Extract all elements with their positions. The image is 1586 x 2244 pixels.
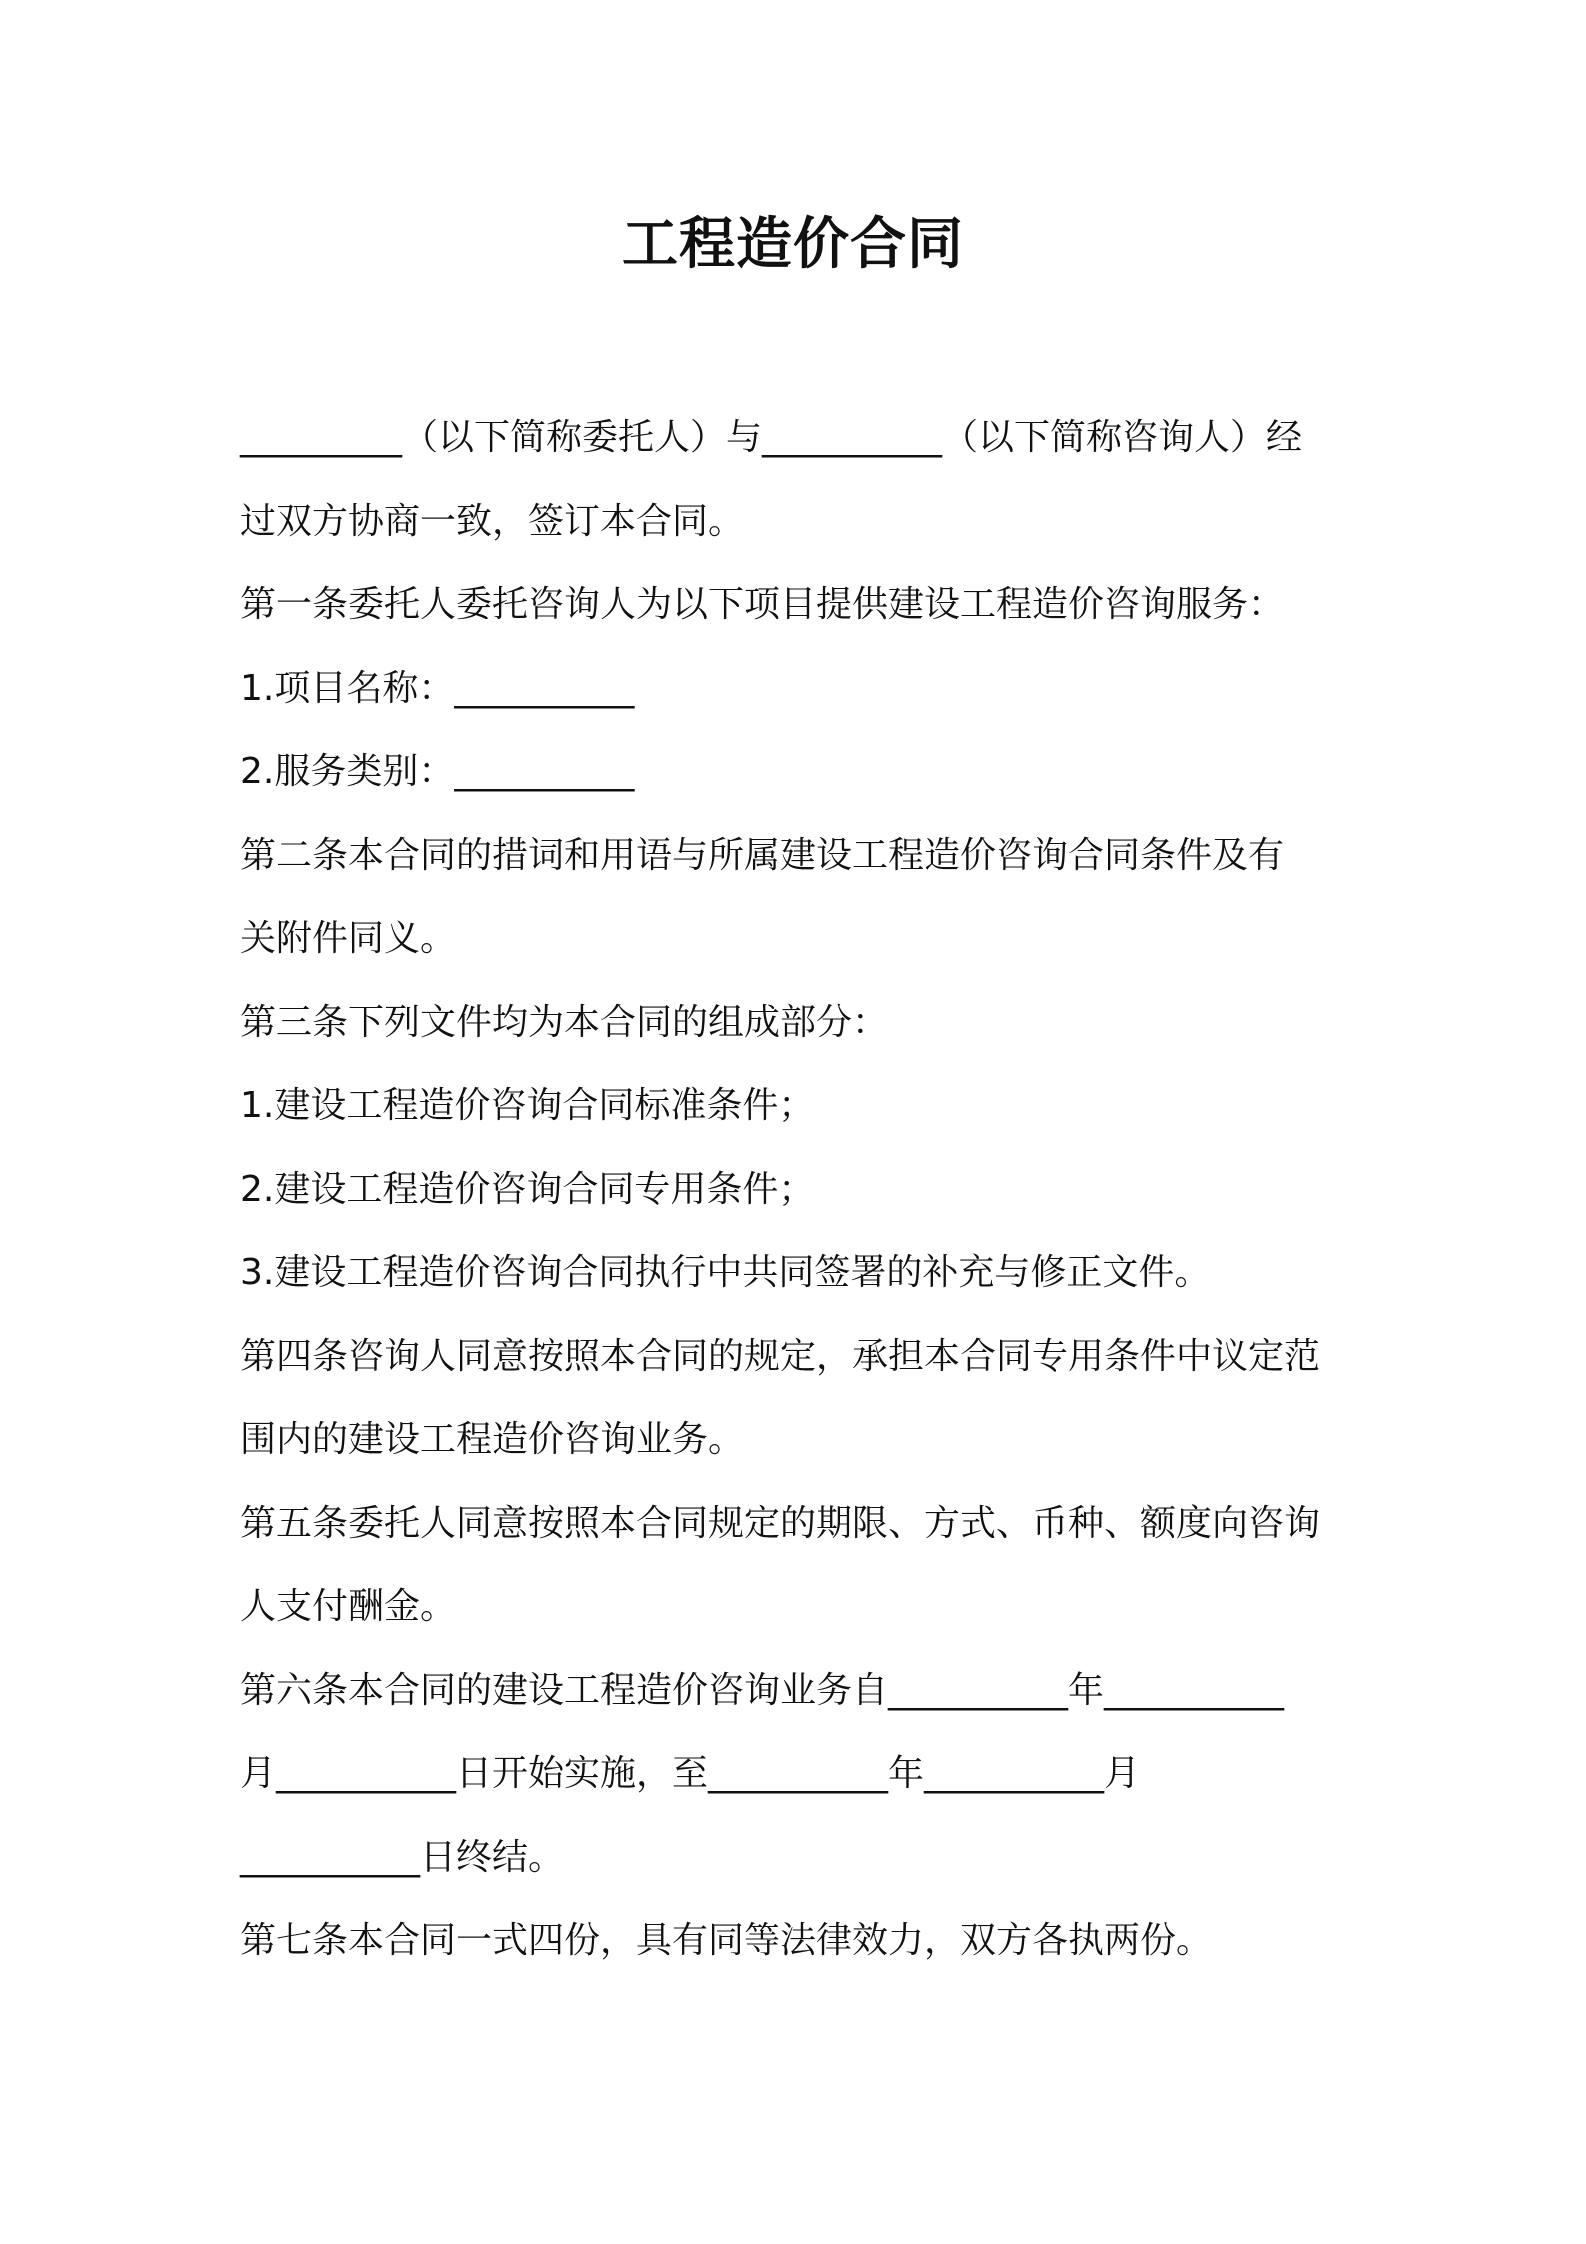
text-line: 3.建设工程造价咨询合同执行中共同签署的补充与修正文件。	[240, 1252, 1211, 1293]
text-line: 第五条委托人同意按照本合同规定的期限、方式、币种、额度向咨询	[240, 1502, 1321, 1544]
text-line: _________（以下简称委托人）与__________（以下简称咨询人）经	[240, 417, 1303, 458]
text-line: 1.建设工程造价咨询合同标准条件；	[240, 1085, 815, 1126]
text-line: 第六条本合同的建设工程造价咨询业务自__________年__________	[240, 1669, 1285, 1711]
text-line: 2.建设工程造价咨询合同专用条件；	[240, 1168, 815, 1210]
text-line: __________日终结。	[240, 1836, 565, 1878]
text-line: 人支付酬金。	[240, 1586, 457, 1627]
text-line: 第三条下列文件均为本合同的组成部分：	[240, 1001, 889, 1043]
text-line: 围内的建设工程造价咨询业务。	[240, 1419, 745, 1460]
text-line: 第四条咨询人同意按照本合同的规定，承担本合同专用条件中议定范	[240, 1335, 1321, 1377]
text-line: 2.服务类别：__________	[240, 751, 635, 792]
text-line: 1.项目名称：__________	[240, 667, 635, 709]
text-line: 月__________日开始实施，至__________年__________月	[240, 1753, 1141, 1794]
document-title: 工程造价合同	[622, 212, 964, 277]
text-line: 关附件同义。	[240, 918, 457, 959]
contract-body	[240, 396, 1360, 1983]
text-line: 过双方协商一致，签订本合同。	[240, 500, 745, 542]
text-line: 第七条本合同一式四份，具有同等法律效力，双方各执两份。	[240, 1920, 1213, 1961]
text-line: 第一条委托人委托咨询人为以下项目提供建设工程造价咨询服务：	[240, 584, 1285, 625]
text-line: 第二条本合同的措词和用语与所属建设工程造价咨询合同条件及有	[240, 834, 1285, 876]
